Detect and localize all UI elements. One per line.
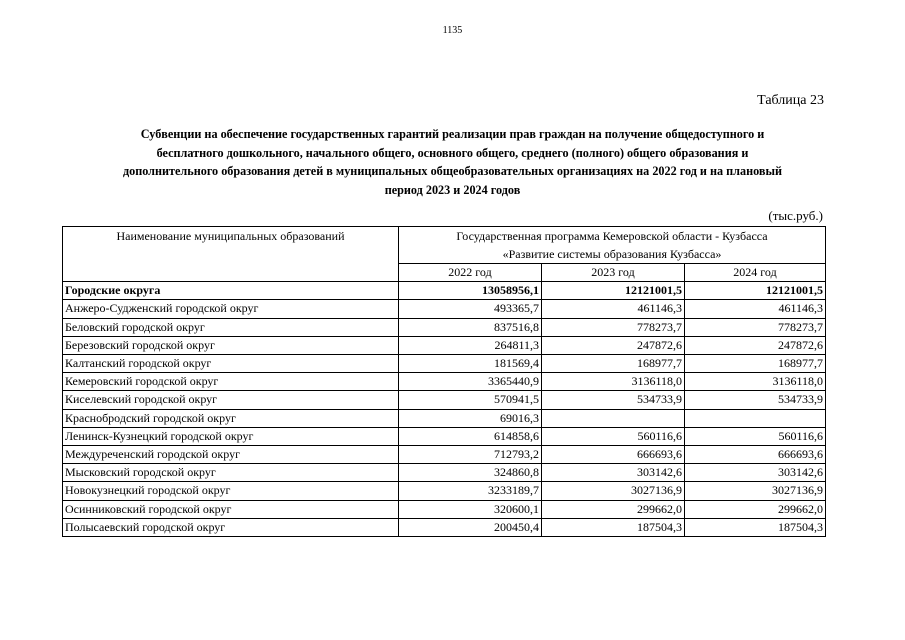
municipality-name: Кемеровский городской округ — [63, 373, 399, 391]
municipality-name: Калтанский городской округ — [63, 355, 399, 373]
value-2022: 493365,7 — [399, 300, 542, 318]
value-2023: 461146,3 — [542, 300, 685, 318]
table-row — [63, 427, 826, 445]
municipality-name: Киселевский городской округ — [63, 391, 399, 409]
value-2024: 299662,0 — [685, 500, 826, 518]
municipality-name: Новокузнецкий городской округ — [63, 482, 399, 500]
table-row — [63, 409, 826, 427]
value-2023: 3136118,0 — [542, 373, 685, 391]
value-2022: 837516,8 — [399, 318, 542, 336]
title-line: бесплатного дошкольного, начального общего, основного общего, среднего (полного) общего образования и — [156, 145, 749, 160]
table-label: Таблица 23 — [757, 93, 824, 108]
value-2022: 3365440,9 — [399, 373, 542, 391]
value-2023: 187504,3 — [542, 518, 685, 536]
table-body — [63, 282, 826, 537]
subvention-table — [62, 226, 826, 537]
value-2023: 534733,9 — [542, 391, 685, 409]
value-2022: 69016,3 — [399, 409, 542, 427]
value-2024: 666693,6 — [685, 446, 826, 464]
table-row — [63, 336, 826, 354]
municipality-name: Мысковский городской округ — [63, 464, 399, 482]
header-year-2023: 2023 год — [542, 264, 685, 282]
table-row — [63, 518, 826, 536]
value-2022: 712793,2 — [399, 446, 542, 464]
value-2023: 666693,6 — [542, 446, 685, 464]
table-row — [63, 446, 826, 464]
municipality-name: Ленинск-Кузнецкий городской округ — [63, 427, 399, 445]
value-2022: 3233189,7 — [399, 482, 542, 500]
value-2024: 3027136,9 — [685, 482, 826, 500]
table-row — [63, 355, 826, 373]
title-line: дополнительного образования детей в муниципальных общеобразовательных организациях на 2022 год и на плановый — [122, 164, 783, 178]
value-2023: 778273,7 — [542, 318, 685, 336]
title-line: Субвенции на обеспечение государственных гарантий реализации прав граждан на получение общедоступного и — [140, 127, 765, 141]
value-2024: 187504,3 — [685, 518, 826, 536]
municipality-name: Междуреченский городской округ — [63, 446, 399, 464]
value-2022: 570941,5 — [399, 391, 542, 409]
value-2023: 303142,6 — [542, 464, 685, 482]
header-municipality-name: Наименование муниципальных образований — [63, 227, 399, 282]
value-2022: 320600,1 — [399, 500, 542, 518]
value-2022: 264811,3 — [399, 336, 542, 354]
municipality-name: Городские округа — [63, 282, 399, 300]
value-2022: 614858,6 — [399, 427, 542, 445]
value-2022: 13058956,1 — [399, 282, 542, 300]
value-2024: 303142,6 — [685, 464, 826, 482]
value-2023 — [542, 409, 685, 427]
municipality-name: Анжеро-Судженский городской округ — [63, 300, 399, 318]
page-number: 1135 — [442, 25, 463, 36]
value-2023: 247872,6 — [542, 336, 685, 354]
municipality-name: Осинниковский городской округ — [63, 500, 399, 518]
table-row — [63, 500, 826, 518]
value-2024 — [685, 409, 826, 427]
header-program — [399, 227, 826, 264]
value-2024: 12121001,5 — [685, 282, 826, 300]
value-2022: 324860,8 — [399, 464, 542, 482]
table-row — [63, 482, 826, 500]
units-label: (тыс.руб.) — [768, 208, 823, 223]
value-2024: 3136118,0 — [685, 373, 826, 391]
header-year-2022: 2022 год — [399, 264, 542, 282]
value-2023: 3027136,9 — [542, 482, 685, 500]
municipality-name: Беловский городской округ — [63, 318, 399, 336]
table-row — [63, 373, 826, 391]
table-row — [63, 282, 826, 300]
value-2023: 12121001,5 — [542, 282, 685, 300]
header-program-line: «Развитие системы образования Кузбасса» — [502, 247, 722, 261]
header-year-2024: 2024 год — [685, 264, 826, 282]
table-title — [60, 125, 845, 199]
value-2023: 299662,0 — [542, 500, 685, 518]
value-2023: 560116,6 — [542, 427, 685, 445]
value-2024: 461146,3 — [685, 300, 826, 318]
municipality-name: Полысаевский городской округ — [63, 518, 399, 536]
table-row — [63, 318, 826, 336]
title-line: период 2023 и 2024 годов — [384, 182, 521, 197]
table-row — [63, 391, 826, 409]
value-2022: 200450,4 — [399, 518, 542, 536]
municipality-name: Краснобродский городской округ — [63, 409, 399, 427]
table-row — [63, 300, 826, 318]
municipality-name: Березовский городской округ — [63, 336, 399, 354]
table-row — [63, 464, 826, 482]
header-program-line: Государственная программа Кемеровской области - Кузбасса — [456, 229, 768, 243]
value-2024: 560116,6 — [685, 427, 826, 445]
value-2024: 168977,7 — [685, 355, 826, 373]
value-2022: 181569,4 — [399, 355, 542, 373]
value-2024: 247872,6 — [685, 336, 826, 354]
value-2024: 534733,9 — [685, 391, 826, 409]
value-2024: 778273,7 — [685, 318, 826, 336]
value-2023: 168977,7 — [542, 355, 685, 373]
header-row — [63, 227, 826, 264]
